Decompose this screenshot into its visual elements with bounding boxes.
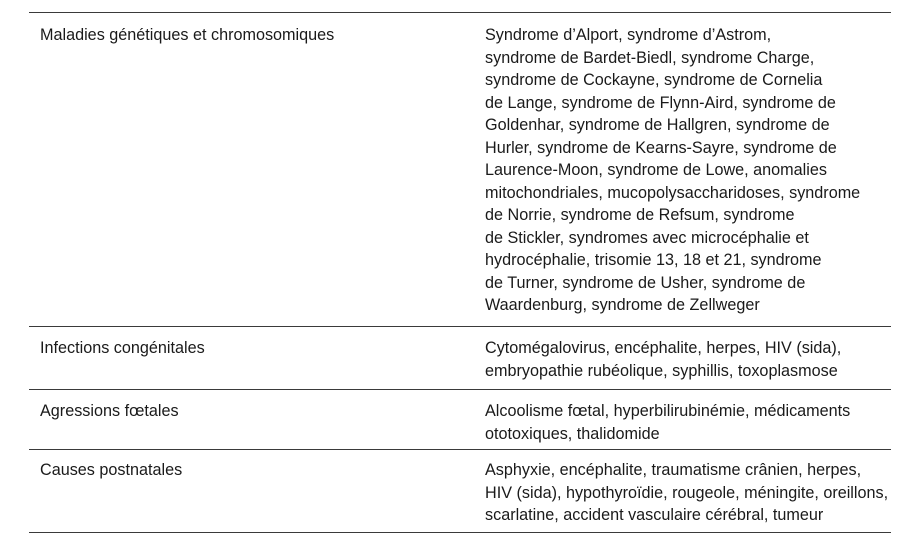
examples-cell: Syndrome d’Alport, syndrome d’Astrom, syndrome de Bardet-Biedl, syndrome Charge, syndrome de Cockayne, syndrome de Cornelia de Lange, syndrome de Flynn-Aird, syndrome de Goldenhar, syndrome de Hallgren, syndrome de Hurler, syndrome de Kearns-Sayre, syndrome de Laurence-Moon, syndrome de Lowe, anomalies mitochondriales, mucopolysaccharidoses, syndrome de Norrie, syndrome de Refsum, syndrome de Stickler, syndromes avec microcéphalie et hydrocéphalie, trisomie 13, 18 et 21, syndrome de Turner, syndrome de Usher, syndrome de Waardenburg, syndrome de Zellweger [485, 26, 861, 314]
examples-cell: Alcoolisme fœtal, hyperbilirubinémie, médicaments ototoxiques, thalidomide [485, 402, 851, 443]
category-cell: Maladies génétiques et chromosomiques [40, 26, 335, 44]
category-cell: Agressions fœtales [40, 402, 179, 420]
examples-cell: Cytomégalovirus, encéphalite, herpes, HIV (sida), embryopathie rubéolique, syphillis, toxoplasmose [485, 339, 842, 380]
examples-cell: Asphyxie, encéphalite, traumatisme crânien, herpes, HIV (sida), hypothyroïdie, rougeole, méningite, oreillons, scarlatine, accident vasculaire cérébral, tumeur [485, 461, 889, 524]
table-row [29, 327, 891, 390]
table-row [29, 13, 891, 327]
category-cell: Infections congénitales [40, 339, 205, 357]
category-cell: Causes postnatales [40, 461, 183, 479]
table-row [29, 450, 891, 533]
table-row [29, 390, 891, 450]
causes-table [29, 12, 891, 533]
